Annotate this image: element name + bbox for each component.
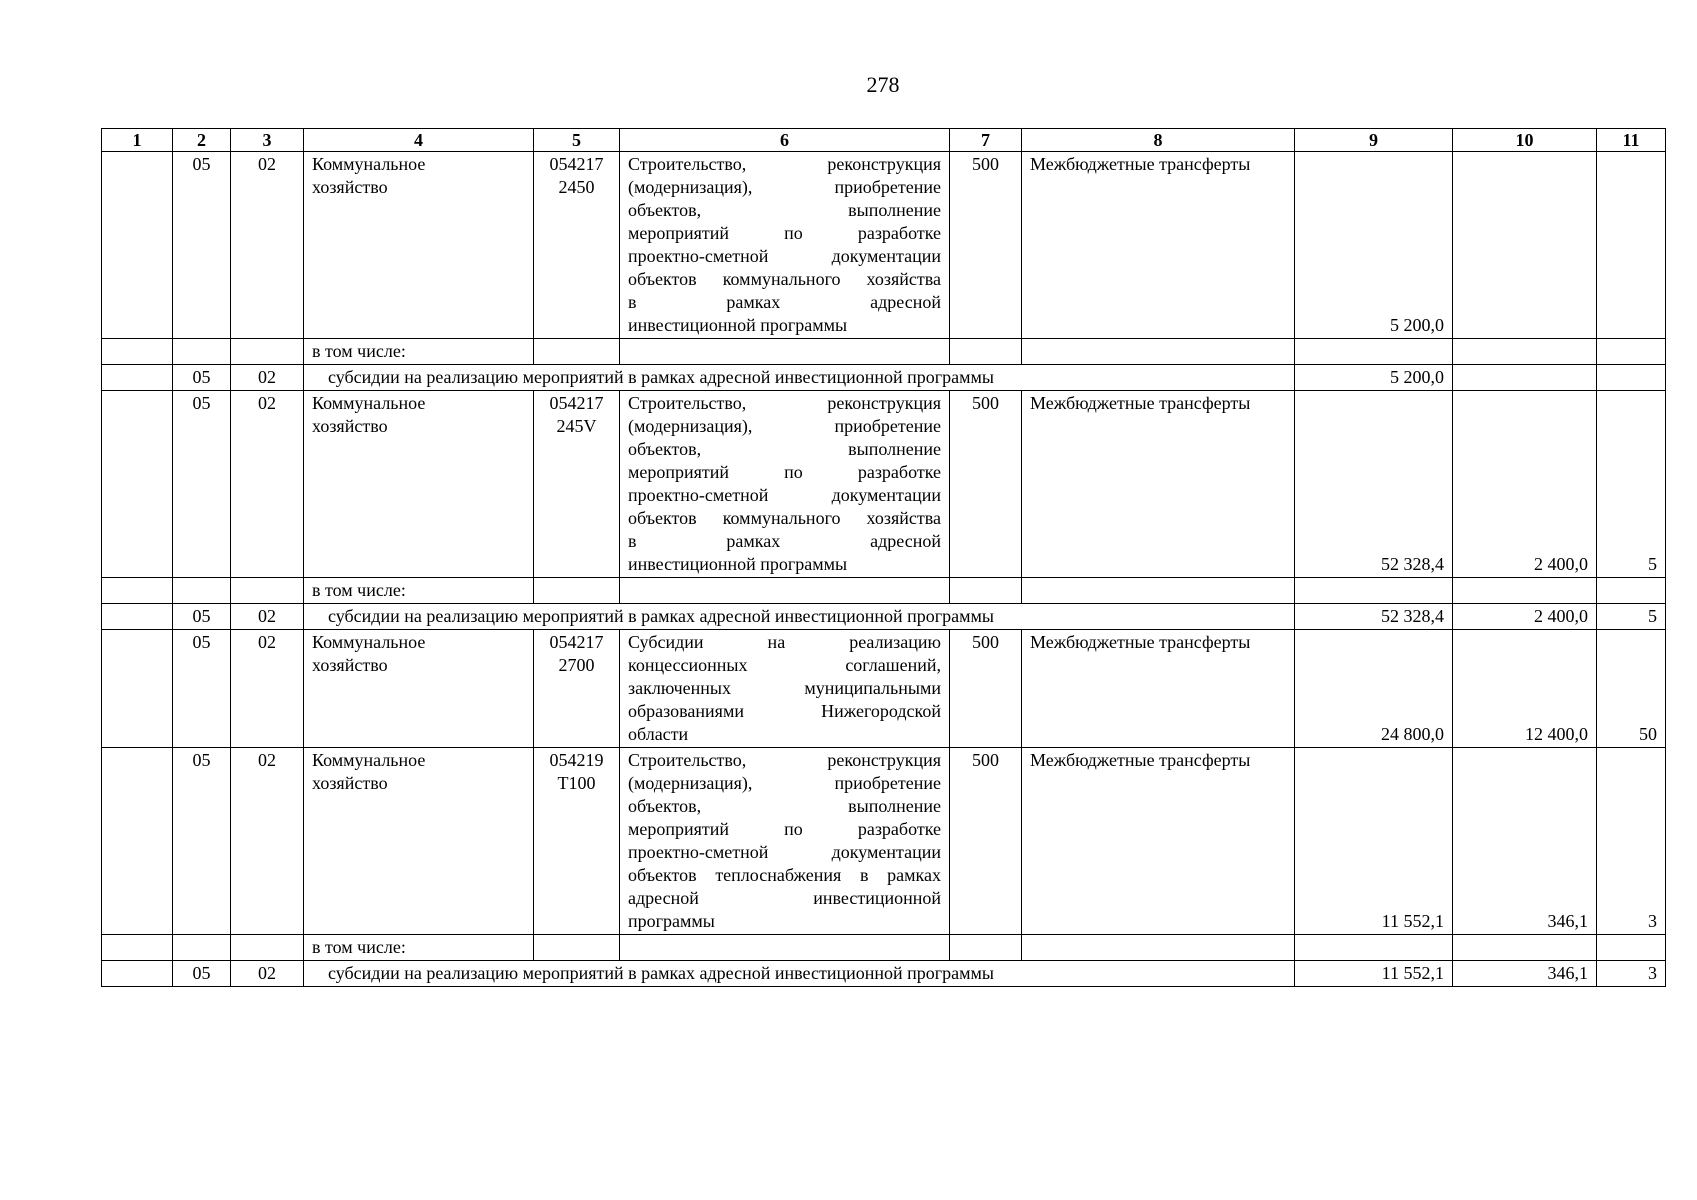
- cell-type-code: [950, 935, 1022, 961]
- cell-amount-10: 346,1: [1453, 961, 1597, 987]
- cell-target-code: [534, 152, 620, 339]
- header-col-2: 2: [173, 129, 231, 152]
- cell-amount-9: 11 552,1: [1295, 748, 1453, 935]
- cell-subsection: 02: [231, 630, 304, 748]
- cell-line: Коммунальное: [312, 750, 426, 770]
- cell-target-code: [534, 630, 620, 748]
- table-row-including: [102, 935, 1666, 961]
- cell-line: хозяйство: [312, 416, 388, 436]
- table-row-including: [102, 578, 1666, 604]
- cell-subsection: 02: [231, 152, 304, 339]
- cell-subsection: 02: [231, 961, 304, 987]
- cell-col-1: [102, 604, 173, 630]
- cell-amount-9: 52 328,4: [1295, 391, 1453, 578]
- cell-description: [620, 630, 950, 748]
- header-col-11: 11: [1597, 129, 1666, 152]
- cell-line: (модернизация), приобретение: [628, 773, 941, 793]
- header-col-9: 9: [1295, 129, 1453, 152]
- cell-name: [304, 748, 534, 935]
- cell-subsection: 02: [231, 391, 304, 578]
- table-row-main: [102, 152, 1666, 339]
- cell-line: 2700: [558, 655, 595, 675]
- cell-line: хозяйство: [312, 655, 388, 675]
- cell-description: [620, 748, 950, 935]
- cell-subsection: [231, 578, 304, 604]
- table-row-subsidy: [102, 604, 1666, 630]
- cell-col-1: [102, 365, 173, 391]
- cell-amount-9: [1295, 339, 1453, 365]
- cell-type-name: [1022, 578, 1295, 604]
- table-row-subsidy: [102, 961, 1666, 987]
- cell-subsection: [231, 339, 304, 365]
- cell-line: заключенных муниципальными: [628, 678, 941, 698]
- cell-amount-11: 3: [1597, 961, 1666, 987]
- table-row-main: [102, 748, 1666, 935]
- header-col-6: 6: [620, 129, 950, 152]
- cell-amount-11: [1597, 339, 1666, 365]
- cell-amount-11: 5: [1597, 391, 1666, 578]
- cell-line: 2450: [558, 177, 595, 197]
- cell-amount-9: 11 552,1: [1295, 961, 1453, 987]
- header-col-8: 8: [1022, 129, 1295, 152]
- cell-type-code: 500: [950, 630, 1022, 748]
- header-row: [102, 129, 1666, 152]
- cell-description: [620, 578, 950, 604]
- cell-amount-10: 2 400,0: [1453, 391, 1597, 578]
- cell-amount-11: [1597, 935, 1666, 961]
- cell-subsidy-text: субсидии на реализацию мероприятий в рамках адресной инвестиционной программы: [304, 365, 1295, 391]
- cell-target-code: [534, 935, 620, 961]
- cell-subsection: 02: [231, 604, 304, 630]
- cell-line: образованиями Нижегородской: [628, 701, 941, 721]
- cell-line: 054217: [549, 632, 604, 652]
- cell-line: 054217: [549, 393, 604, 413]
- header-col-3: 3: [231, 129, 304, 152]
- cell-section: 05: [173, 630, 231, 748]
- cell-line: объектов, выполнение: [628, 200, 941, 220]
- cell-line: проектно-сметной документации: [628, 842, 941, 862]
- cell-amount-11: [1597, 365, 1666, 391]
- cell-line: области: [628, 724, 689, 744]
- cell-amount-9: 5 200,0: [1295, 365, 1453, 391]
- table-row-main: [102, 391, 1666, 578]
- cell-line: 245V: [556, 416, 597, 436]
- cell-name: [304, 630, 534, 748]
- budget-table: [101, 128, 1666, 987]
- cell-line: в рамках адресной: [628, 292, 941, 312]
- table-body: [102, 152, 1666, 987]
- cell-type-name: [1022, 935, 1295, 961]
- cell-amount-9: 5 200,0: [1295, 152, 1453, 339]
- cell-description: [620, 339, 950, 365]
- cell-amount-10: [1453, 339, 1597, 365]
- cell-line: Коммунальное: [312, 393, 426, 413]
- cell-name: [304, 391, 534, 578]
- cell-amount-10: [1453, 152, 1597, 339]
- cell-line: объектов, выполнение: [628, 439, 941, 459]
- cell-line: 054219: [549, 750, 604, 770]
- cell-col-1: [102, 935, 173, 961]
- cell-line: мероприятий по разработке: [628, 223, 941, 243]
- cell-line: (модернизация), приобретение: [628, 416, 941, 436]
- table-row-subsidy: [102, 365, 1666, 391]
- header-col-7: 7: [950, 129, 1022, 152]
- cell-amount-10: [1453, 578, 1597, 604]
- cell-amount-10: [1453, 935, 1597, 961]
- cell-col-1: [102, 578, 173, 604]
- cell-amount-10: 2 400,0: [1453, 604, 1597, 630]
- cell-target-code: [534, 578, 620, 604]
- cell-target-code: [534, 391, 620, 578]
- cell-line: программы: [628, 911, 715, 931]
- cell-name: [304, 152, 534, 339]
- cell-subsection: 02: [231, 365, 304, 391]
- cell-including-label: в том числе:: [304, 935, 534, 961]
- cell-col-1: [102, 961, 173, 987]
- cell-section: [173, 935, 231, 961]
- table-header: [102, 129, 1666, 152]
- cell-type-code: 500: [950, 152, 1022, 339]
- cell-line: Строительство, реконструкция: [628, 393, 941, 413]
- cell-section: 05: [173, 604, 231, 630]
- cell-line: мероприятий по разработке: [628, 819, 941, 839]
- cell-amount-11: 5: [1597, 604, 1666, 630]
- cell-amount-9: [1295, 578, 1453, 604]
- cell-line: объектов, выполнение: [628, 796, 941, 816]
- cell-line: Коммунальное: [312, 632, 426, 652]
- cell-amount-11: [1597, 152, 1666, 339]
- cell-line: объектов коммунального хозяйства: [628, 269, 941, 289]
- cell-type-name: Межбюджетные трансферты: [1022, 391, 1295, 578]
- cell-line: хозяйство: [312, 773, 388, 793]
- cell-line: инвестиционной программы: [628, 554, 848, 574]
- cell-type-name: Межбюджетные трансферты: [1022, 152, 1295, 339]
- cell-type-code: [950, 578, 1022, 604]
- cell-type-name: [1022, 339, 1295, 365]
- cell-col-1: [102, 630, 173, 748]
- table-row-including: [102, 339, 1666, 365]
- cell-amount-10: 346,1: [1453, 748, 1597, 935]
- cell-line: проектно-сметной документации: [628, 485, 941, 505]
- table-row-main: [102, 630, 1666, 748]
- cell-section: 05: [173, 365, 231, 391]
- cell-amount-9: [1295, 935, 1453, 961]
- header-col-5: 5: [534, 129, 620, 152]
- header-col-4: 4: [304, 129, 534, 152]
- page-number: 278: [866, 72, 900, 97]
- cell-type-code: 500: [950, 748, 1022, 935]
- cell-line: хозяйство: [312, 177, 388, 197]
- cell-line: мероприятий по разработке: [628, 462, 941, 482]
- cell-amount-11: [1597, 578, 1666, 604]
- cell-line: объектов коммунального хозяйства: [628, 508, 941, 528]
- cell-section: [173, 578, 231, 604]
- cell-section: 05: [173, 961, 231, 987]
- cell-line: 054217: [549, 154, 604, 174]
- cell-section: 05: [173, 152, 231, 339]
- cell-section: 05: [173, 391, 231, 578]
- cell-amount-9: 24 800,0: [1295, 630, 1453, 748]
- cell-line: концессионных соглашений,: [628, 655, 941, 675]
- cell-including-label: в том числе:: [304, 578, 534, 604]
- cell-col-1: [102, 152, 173, 339]
- cell-type-code: [950, 339, 1022, 365]
- cell-section: [173, 339, 231, 365]
- cell-subsidy-text: субсидии на реализацию мероприятий в рамках адресной инвестиционной программы: [304, 604, 1295, 630]
- cell-amount-11: 50: [1597, 630, 1666, 748]
- cell-subsection: [231, 935, 304, 961]
- cell-description: [620, 152, 950, 339]
- cell-line: Т100: [557, 773, 596, 793]
- cell-col-1: [102, 748, 173, 935]
- cell-line: Строительство, реконструкция: [628, 750, 941, 770]
- cell-line: Строительство, реконструкция: [628, 154, 941, 174]
- cell-amount-9: 52 328,4: [1295, 604, 1453, 630]
- cell-type-code: 500: [950, 391, 1022, 578]
- header-col-1: 1: [102, 129, 173, 152]
- cell-line: проектно-сметной документации: [628, 246, 941, 266]
- cell-amount-10: 12 400,0: [1453, 630, 1597, 748]
- cell-line: в рамках адресной: [628, 531, 941, 551]
- cell-subsection: 02: [231, 748, 304, 935]
- cell-line: объектов теплоснабжения в рамках: [628, 865, 941, 885]
- cell-line: Субсидии на реализацию: [628, 632, 941, 652]
- header-col-10: 10: [1453, 129, 1597, 152]
- cell-line: (модернизация), приобретение: [628, 177, 941, 197]
- cell-col-1: [102, 339, 173, 365]
- cell-target-code: [534, 339, 620, 365]
- cell-type-name: Межбюджетные трансферты: [1022, 748, 1295, 935]
- cell-description: [620, 391, 950, 578]
- cell-col-1: [102, 391, 173, 578]
- cell-amount-11: 3: [1597, 748, 1666, 935]
- cell-including-label: в том числе:: [304, 339, 534, 365]
- cell-amount-10: [1453, 365, 1597, 391]
- cell-line: адресной инвестиционной: [628, 888, 941, 908]
- cell-description: [620, 935, 950, 961]
- cell-subsidy-text: субсидии на реализацию мероприятий в рамках адресной инвестиционной программы: [304, 961, 1295, 987]
- cell-target-code: [534, 748, 620, 935]
- cell-line: инвестиционной программы: [628, 315, 848, 335]
- cell-section: 05: [173, 748, 231, 935]
- cell-type-name: Межбюджетные трансферты: [1022, 630, 1295, 748]
- cell-line: Коммунальное: [312, 154, 426, 174]
